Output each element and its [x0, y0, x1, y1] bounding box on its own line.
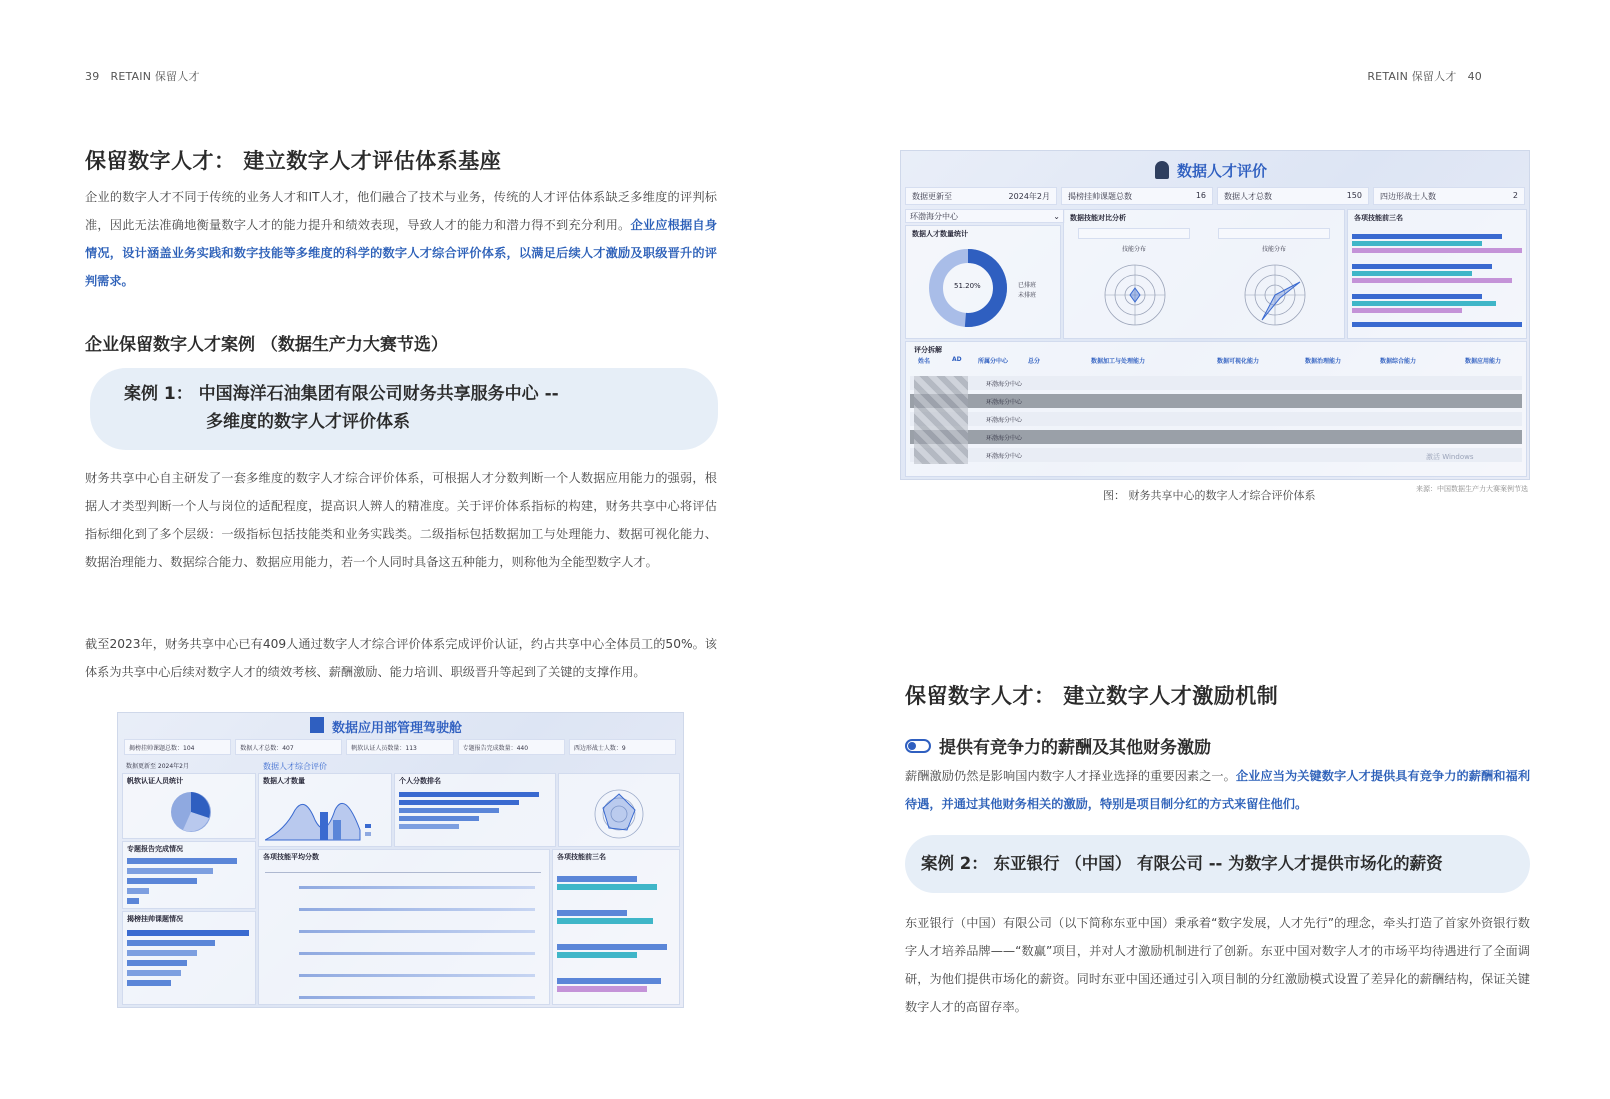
kpi-value: 16	[1195, 191, 1206, 200]
kpi-bar	[905, 187, 1525, 205]
column-header: 数据综合能力	[1379, 358, 1416, 365]
panel-report	[122, 841, 256, 909]
table-header	[918, 356, 1518, 365]
column-header: 数据治理能力	[1304, 358, 1341, 365]
panel-score-table	[905, 341, 1527, 477]
table-row	[910, 394, 1522, 408]
table-cell: 环渤海分中心	[986, 381, 1023, 388]
table-cell: 环渤海分中心	[986, 399, 1023, 406]
case2-paragraph: 东亚银行（中国）有限公司（以下简称东亚中国）秉承着“数字发展，人才先行”的理念，牵头打造了首家外资银行数字人才培养品牌——“数赢”项目，并对人才激励机制进行了创新。东亚中国对数字人才的市场平均待遇进行了全面调研，为他们提供市场化的薪资。同时东亚中国还通过引入项目制的分红激励模式设置了差异化的薪酬结构，保证关键数字人才的高留存率。	[905, 916, 1530, 1014]
intro-highlight: 企业应根据自身情况，设计涵盖业务实践和数字技能等多维度的科学的数字人才综合评价体系，以满足后续人才激励及职级晋升的评判需求。	[85, 218, 718, 288]
panel-title: 评分拆解	[914, 346, 942, 354]
intro-text: 薪酬激励仍然是影响国内数字人才择业选择的重要因素之一。	[905, 769, 1236, 783]
person-icon	[1155, 161, 1169, 179]
section-title: 保留数字人才： 建立数字人才评估体系基座	[85, 149, 502, 173]
panel-ranking	[394, 773, 556, 847]
panel-title: 个人分数排名	[399, 777, 441, 785]
figure-source: 来源：中国数据生产力大赛案例节选	[1416, 485, 1528, 493]
page-header-left	[85, 68, 200, 84]
table-cell: 环渤海分中心	[986, 453, 1023, 460]
chevron-down-icon: ⌄	[1053, 211, 1060, 221]
panel-title: 数据人才数量统计	[912, 230, 968, 238]
dashboard-title: 数据应用部管理驾驶舱	[332, 721, 463, 736]
case1-title-line2: 多维度的数字人才评价体系	[206, 412, 410, 432]
compare-select-1[interactable]	[1078, 228, 1190, 239]
panel-title: 数据技能对比分析	[1070, 214, 1126, 222]
column-header: 姓名	[918, 358, 931, 365]
toggle-icon	[905, 739, 931, 753]
case1-title-line1: 案例 1： 中国海洋石油集团有限公司财务共享服务中心 --	[124, 384, 559, 404]
dashboard-image-left	[117, 712, 684, 1008]
kpi-label: 揭榜挂帅课题总数	[1068, 192, 1132, 201]
kpi-item: 帆软认证人员数量：113	[346, 739, 453, 755]
panel-title: 各项技能前三名	[557, 853, 606, 861]
panel-top3	[1347, 209, 1527, 339]
page-number: 40	[1467, 70, 1482, 83]
incentive-paragraph	[905, 762, 1530, 818]
intro-highlight: 企业应当为关键数字人才提供具有竞争力的薪酬和福利待遇，并通过其他财务相关的激励，特别是项目制分红的方式来留住他们。	[905, 769, 1531, 811]
kpi-topics	[1061, 187, 1213, 205]
kpi-item: 专题报告完成数量：440	[458, 739, 565, 755]
column-header: 数据加工与处理能力	[1090, 358, 1145, 365]
table-row	[910, 430, 1522, 444]
pixelated-names	[914, 376, 968, 464]
kpi-value: 150	[1346, 191, 1362, 200]
kpi-update	[905, 187, 1057, 205]
kpi-bar	[124, 739, 676, 755]
figure-caption: 图： 财务共享中心的数字人才综合评价体系	[1103, 489, 1316, 502]
compare-select-2[interactable]	[1218, 228, 1330, 239]
page-header-right	[1367, 68, 1482, 84]
subheading	[905, 733, 1211, 758]
table-cell: 环渤海分中心	[986, 435, 1023, 442]
legend-item: 已排班	[1018, 282, 1037, 289]
column-header: 总分	[1028, 358, 1041, 365]
kpi-label: 数据更新至	[912, 192, 952, 201]
case1-paragraph-2: 截至2023年，财务共享中心已有409人通过数字人才综合评价体系完成评价认证，约占共享中心全体员工的50%。该体系为共享中心后续对数字人才的绩效考核、薪酬激励、能力培训、职级晋升等起到了关键的支撑作用。	[85, 637, 717, 679]
update-label: 数据更新至 2024年2月	[126, 763, 189, 770]
panel-top3	[552, 849, 680, 1005]
panel-cert	[122, 773, 256, 839]
kpi-value: 2	[1512, 191, 1518, 200]
table-cell: 环渤海分中心	[986, 417, 1023, 424]
dashboard-title: 数据人才评价	[1177, 162, 1268, 180]
dashboard-image-right	[900, 150, 1530, 480]
panel-title: 专题报告完成情况	[127, 845, 183, 853]
panel-title: 数据人才数量	[263, 777, 305, 785]
kpi-item: 西边形战士人数：9	[569, 739, 676, 755]
panel-title: 揭榜挂帅课题情况	[127, 915, 183, 923]
radar-chart-2	[1240, 260, 1310, 330]
panel-title: 帆软认证人员统计	[127, 777, 183, 785]
header-label: RETAIN 保留人才	[110, 70, 200, 83]
kpi-all-rounder	[1373, 187, 1525, 205]
column-header: 数据可视化能力	[1216, 358, 1259, 365]
column-header: 数据应用能力	[1464, 358, 1501, 365]
case2-banner	[905, 835, 1530, 893]
panel-talent-count	[258, 773, 392, 847]
kpi-item: 数据人才总数：407	[235, 739, 342, 755]
kpi-talent	[1217, 187, 1369, 205]
panel-title: 各项技能平均分数	[263, 853, 319, 861]
table-row	[910, 412, 1522, 426]
panel-radar	[558, 773, 680, 847]
subheading-text: 提供有竞争力的薪酬及其他财务激励	[939, 738, 1211, 758]
case-heading: 企业保留数字人才案例 （数据生产力大赛节选）	[85, 335, 448, 355]
radar-chart-1	[1100, 260, 1170, 330]
radar-title: 技能分布	[1262, 246, 1287, 253]
header-label: RETAIN 保留人才	[1367, 70, 1457, 83]
donut-percent: 51.20%	[954, 282, 981, 290]
pie-chart	[169, 790, 213, 834]
intro-paragraph	[85, 183, 717, 295]
kpi-value: 2024年2月	[1008, 192, 1050, 201]
section-label: 数据人才综合评价	[263, 762, 327, 771]
case1-banner	[90, 368, 718, 450]
page-number: 39	[85, 70, 100, 83]
case2-title: 案例 2： 东亚银行 （中国） 有限公司 -- 为数字人才提供市场化的薪资	[921, 854, 1443, 873]
table-row	[910, 376, 1522, 390]
kpi-item: 揭榜挂帅课题总数：104	[124, 739, 231, 755]
panel-skill-compare	[1063, 209, 1345, 339]
panel-title: 各项技能前三名	[1354, 214, 1403, 222]
panel-topics	[122, 911, 256, 1005]
kpi-label: 四边形战士人数	[1380, 192, 1436, 201]
radar-title: 技能分布	[1122, 246, 1147, 253]
kpi-label: 数据人才总数	[1224, 192, 1272, 201]
radar-chart	[591, 786, 647, 842]
legend-item: 未排班	[1018, 292, 1037, 299]
section-title: 保留数字人才： 建立数字人才激励机制	[905, 684, 1279, 708]
column-header: AD	[952, 356, 962, 363]
os-watermark: 激活 Windows	[1426, 453, 1474, 461]
center-dropdown[interactable]	[905, 209, 1065, 223]
panel-avg-score	[258, 849, 550, 1005]
panel-talent-stats	[905, 225, 1061, 339]
dropdown-value: 环渤海分中心	[910, 211, 958, 221]
column-header: 所属分中心	[978, 358, 1009, 365]
area-chart	[265, 790, 385, 842]
intro-text: 企业的数字人才不同于传统的业务人才和IT人才，他们融合了技术与业务，传统的人才评估体系缺乏多维度的评判标准，因此无法准确地衡量数字人才的能力提升和绩效表现，导致人才的能力和潜力得不到充分利用。	[85, 190, 717, 232]
dashboard-icon	[310, 717, 324, 733]
case1-paragraph-1: 财务共享中心自主研发了一套多维度的数字人才综合评价体系，可根据人才分数判断一个人数据应用能力的强弱，根据人才类型判断一个人与岗位的适配程度，提高识人辨人的精准度。关于评价体系指标的构建，财务共享中心将评估指标细化到了多个层级：一级指标包括技能类和业务实践类。二级指标包括数据加工与处理能力、数据可视化能力、数据治理能力、数据综合能力、数据应用能力，若一个人同时具备这五种能力，则称他为全能型数字人才。	[85, 471, 717, 569]
